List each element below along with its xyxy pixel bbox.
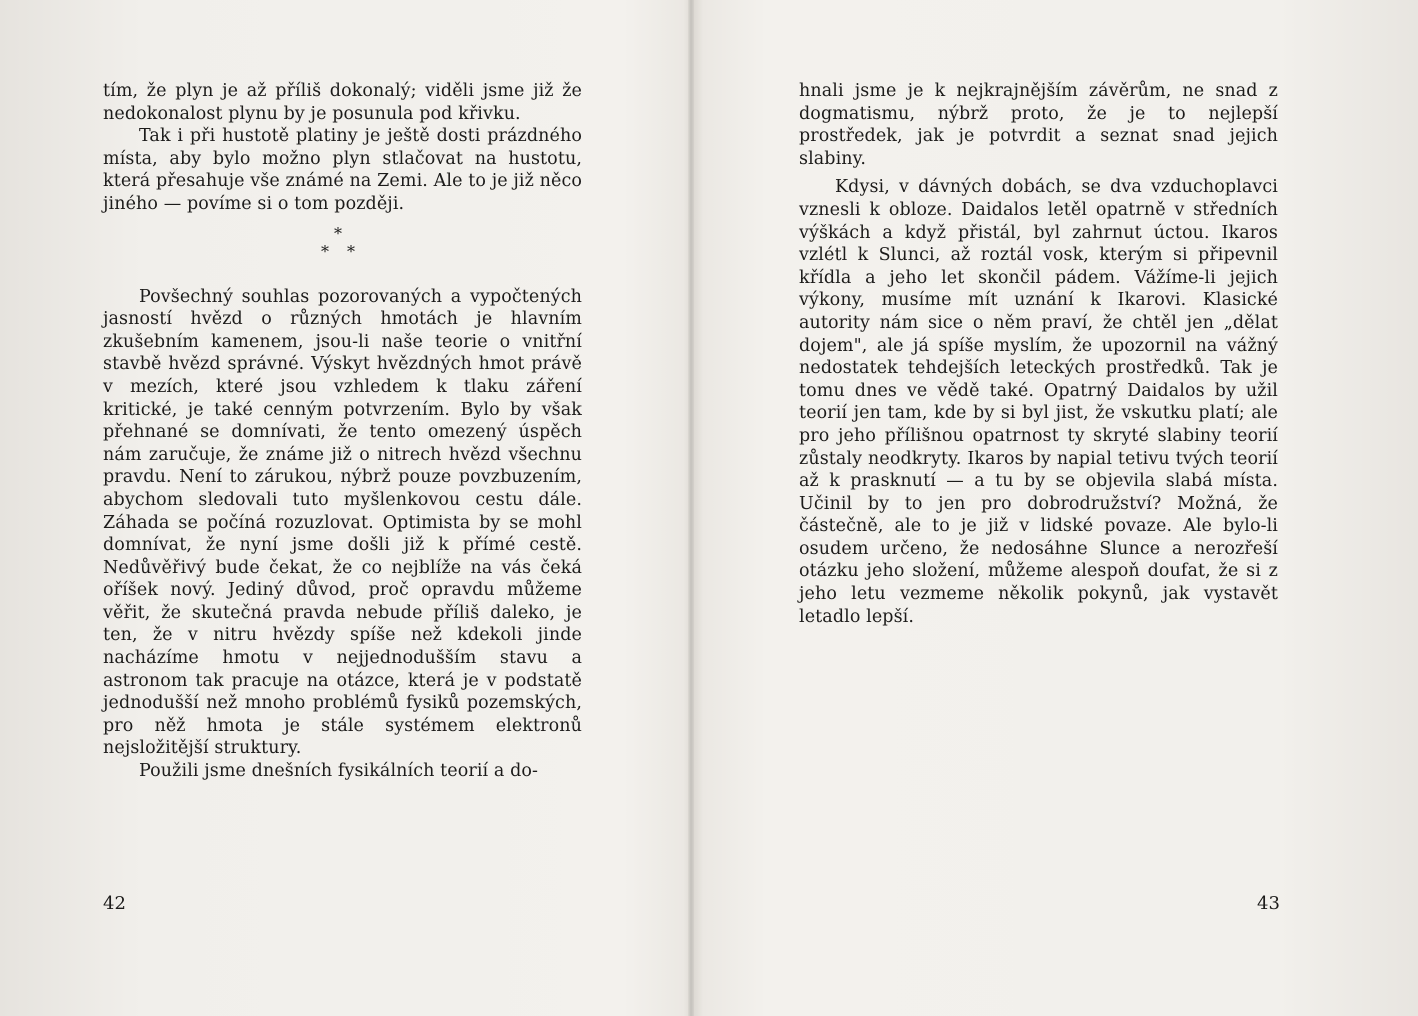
- paragraph: tím, že plyn je až příliš dokonalý; viděli jsme již že nedokonalost plynu by je posunula pod křivku.: [103, 81, 582, 124]
- asterisk: *: [321, 241, 330, 261]
- paragraph: Povšechný souhlas pozorovaných a vypočtených jasností hvězd o různých hmotách je hlavním zkušebním kamenem, jsou-li naše teorie o vnitřní stavbě hvězd správné. Výskyt hvězdných hmot právě v mezích, které jsou vzhledem k tlaku záření kritické, je také cenným potvrzením. Bylo by však přehnané se domnívati, že tento omezený úspěch nám zaručuje, že známe již o nitrech hvězd všechnu pravdu. Není to zárukou, nýbrž pouze povzbuzením, abychom sledovali tuto myšlenkovou cestu dále. Záhada se počíná rozuzlovat. Optimista by se mohl domnívat, že nyní jsme došli již k přímé cestě. Nedůvěřivý bude čekat, že co nejblíže na vás čeká oříšek nový. Jediný důvod, proč opravdu můžeme věřit, že skutečná pravda nebude příliš daleko, je ten, že v nitru hvězdy spíše než kdekoli jinde nacházíme hmotu v nejjednodušším stavu a astronom tak pracuje na otázce, která je v podstatě jednodušší než mnoho problémů fysiků pozemských, pro něž hmota je stále systémem elektronů nejsložitější struktury.: [103, 286, 582, 759]
- paragraph: hnali jsme je k nejkrajnějším závěrům, ne snad z dogmatismu, nýbrž proto, že je to nejlepší prostředek, jak je potvrdit a seznat snad jejich slabiny.: [799, 81, 1278, 169]
- page-number-left: 42: [103, 893, 126, 914]
- section-break-asterism: [103, 222, 582, 286]
- right-page-text: [799, 80, 1278, 628]
- book-gutter: [688, 0, 694, 1016]
- paragraph: Tak i při hustotě platiny je ještě dosti prázdného místa, aby bylo možno plyn stlačovat na hustotu, která přesahuje vše známé na Zemi. Ale to je již něco jiného — povíme si o tom později.: [103, 126, 582, 214]
- asterisk: *: [334, 223, 343, 243]
- paragraph: Použili jsme dnešních fysikálních teorií a do-: [139, 761, 539, 782]
- page-number-right: 43: [1257, 893, 1280, 914]
- asterisk: *: [347, 241, 356, 261]
- left-page-text: [103, 80, 582, 783]
- paragraph: Kdysi, v dávných dobách, se dva vzduchoplavci vznesli k obloze. Daidalos letěl opatrně v středních výškách a když přistál, byl zahrnut úctou. Ikaros vzlétl k Slunci, až roztál vosk, kterým si připevnil křídla a jeho let skončil pádem. Vážíme-li jejich výkony, musíme mít uznání k Ikarovi. Klasické autority nám sice o něm praví, že chtěl jen „dělat dojem", ale já spíše myslím, že upozornil na vážný nedostatek tehdejších leteckých prostředků. Tak je tomu dnes ve vědě také. Opatrný Daidalos by užil teorií jen tam, kde by si byl jist, že vskutku platí; ale pro jeho přílišnou opatrnost ty skryté slabiny teorií zůstaly neodkryty. Ikaros by napial tetivu tvých teorií až k prasknutí — a tu by se objevila slabá místa. Učinil by to jen pro dobrodružství? Možná, že částečně, ale to je již v lidské povaze. Ale bylo-li osudem určeno, že nedosáhne Slunce a nerozřeší otázku jeho složení, můžeme alespoň doufat, že si z jeho letu vezmeme několik pokynů, jak vystavět letadlo lepší.: [799, 177, 1278, 627]
